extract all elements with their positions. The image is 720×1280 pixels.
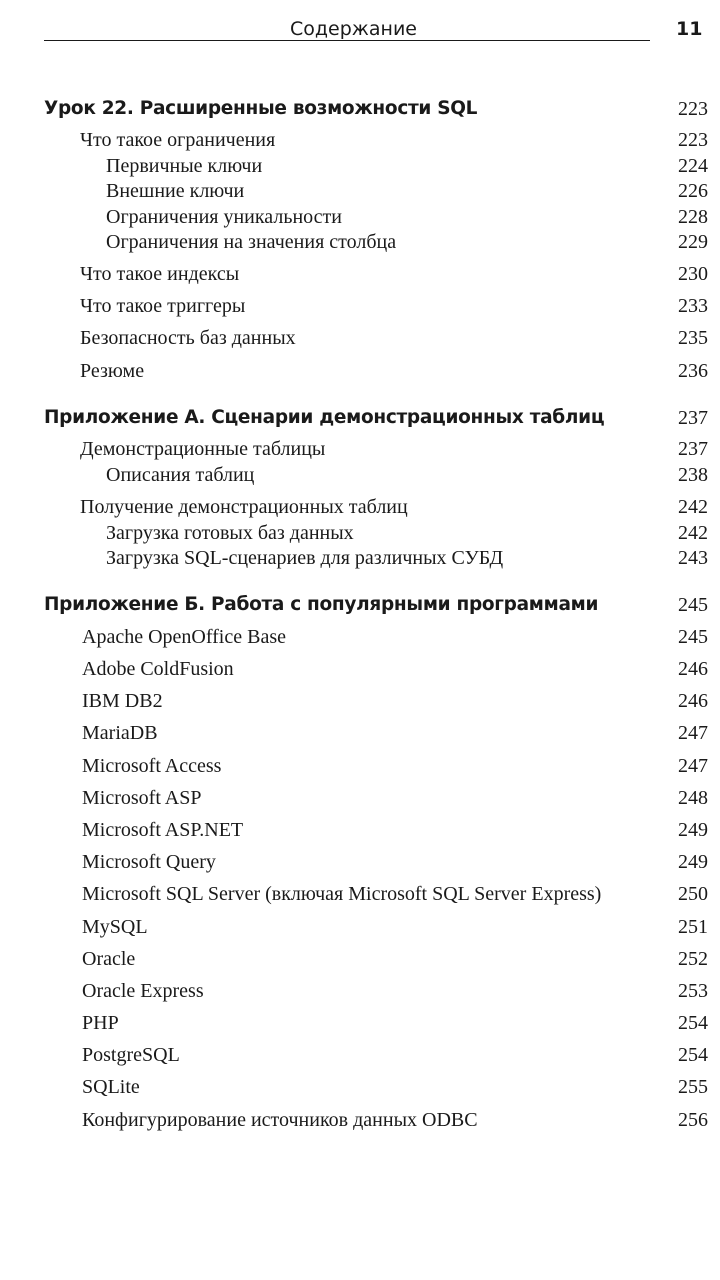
toc-entry-page: 242 — [678, 496, 708, 518]
toc-section-entry — [0, 719, 720, 747]
toc-subsection-entry — [0, 152, 720, 180]
toc-section-entry — [0, 687, 720, 715]
toc-section-entry — [0, 880, 720, 908]
toc-section-entry — [0, 357, 720, 385]
toc-entry-title: Демонстрационные таблицы — [80, 438, 326, 460]
toc-entry-page: 242 — [678, 522, 708, 544]
toc-entry-title: Microsoft Query — [82, 851, 216, 873]
toc-subsection-entry — [0, 544, 720, 572]
toc-entry-page: 243 — [678, 547, 708, 569]
toc-entry-page: 237 — [678, 438, 708, 460]
toc-entry-title: Резюме — [80, 360, 145, 382]
toc-entry-title: MySQL — [82, 916, 148, 938]
toc-section-entry — [0, 784, 720, 812]
toc-entry-title: Загрузка SQL-сценариев для различных СУБД — [106, 547, 504, 569]
toc-entry-title: Внешние ключи — [106, 180, 245, 202]
toc-subsection-entry — [0, 203, 720, 231]
toc-entry-page: 254 — [678, 1012, 708, 1034]
toc-section-entry — [0, 1073, 720, 1101]
toc-entry-title: Ограничения уникальности — [106, 206, 342, 228]
toc-entry-title: IBM DB2 — [82, 690, 163, 712]
toc-entry-page: 223 — [678, 129, 708, 151]
toc-entry-page: 255 — [678, 1076, 708, 1098]
toc-section-entry — [0, 435, 720, 463]
toc-section-entry — [0, 324, 720, 352]
toc-entry-title: Что такое ограничения — [80, 129, 276, 151]
toc-entry-title: Oracle — [82, 948, 136, 970]
toc-entry-title: Adobe ColdFusion — [82, 658, 234, 680]
toc-entry-page: 230 — [678, 263, 708, 285]
toc-entry-page: 254 — [678, 1044, 708, 1066]
toc-entry-page: 235 — [678, 327, 708, 349]
toc-section-entry — [0, 1041, 720, 1069]
toc-entry-page: 245 — [678, 626, 708, 648]
toc-entry-page: 249 — [678, 819, 708, 841]
running-header-title: Содержание — [290, 18, 417, 40]
toc-chapter-entry — [0, 591, 720, 619]
toc-section-entry — [0, 292, 720, 320]
toc-section-entry — [0, 126, 720, 154]
toc-entry-title: Приложение А. Сценарии демонстрационных таблиц — [44, 407, 605, 428]
toc-subsection-entry — [0, 228, 720, 256]
toc-entry-page: 253 — [678, 980, 708, 1002]
toc-entry-page: 245 — [678, 594, 708, 616]
toc-entry-page: 256 — [678, 1109, 708, 1131]
toc-entry-page: 223 — [678, 98, 708, 120]
toc-entry-page: 229 — [678, 231, 708, 253]
toc-entry-title: Загрузка готовых баз данных — [106, 522, 354, 544]
toc-entry-page: 247 — [678, 755, 708, 777]
toc-entry-page: 251 — [678, 916, 708, 938]
toc-entry-title: Получение демонстрационных таблиц — [80, 496, 408, 518]
toc-entry-title: Приложение Б. Работа с популярными программами — [44, 594, 599, 615]
toc-entry-page: 228 — [678, 206, 708, 228]
toc-entry-page: 246 — [678, 658, 708, 680]
toc-section-entry — [0, 913, 720, 941]
toc-entry-title: Первичные ключи — [106, 155, 263, 177]
toc-entry-page: 248 — [678, 787, 708, 809]
toc-section-entry — [0, 260, 720, 288]
toc-entry-title: Урок 22. Расширенные возможности SQL — [44, 98, 478, 119]
toc-section-entry — [0, 752, 720, 780]
toc-chapter-entry — [0, 404, 720, 432]
toc-entry-title: SQLite — [82, 1076, 140, 1098]
toc-entry-title: Безопасность баз данных — [80, 327, 296, 349]
page-number: 11 — [676, 18, 703, 40]
toc-entry-title: MariaDB — [82, 722, 158, 744]
toc-entry-title: Microsoft ASP — [82, 787, 202, 809]
toc-entry-title: Microsoft SQL Server (включая Microsoft SQL Server Express) — [82, 883, 602, 905]
toc-entry-page: 226 — [678, 180, 708, 202]
toc-entry-page: 249 — [678, 851, 708, 873]
toc-subsection-entry — [0, 519, 720, 547]
toc-subsection-entry — [0, 177, 720, 205]
toc-section-entry — [0, 493, 720, 521]
toc-entry-page: 224 — [678, 155, 708, 177]
toc-section-entry — [0, 945, 720, 973]
toc-chapter-entry — [0, 95, 720, 123]
toc-entry-title: PHP — [82, 1012, 119, 1034]
toc-entry-title: Microsoft ASP.NET — [82, 819, 244, 841]
toc-entry-page: 247 — [678, 722, 708, 744]
toc-entry-title: Ограничения на значения столбца — [106, 231, 397, 253]
toc-section-entry — [0, 623, 720, 651]
toc-entry-title: Описания таблиц — [106, 464, 255, 486]
toc-entry-page: 238 — [678, 464, 708, 486]
toc-section-entry — [0, 977, 720, 1005]
toc-section-entry — [0, 848, 720, 876]
toc-section-entry — [0, 816, 720, 844]
toc-section-entry — [0, 1009, 720, 1037]
toc-entry-page: 252 — [678, 948, 708, 970]
toc-entry-title: Microsoft Access — [82, 755, 222, 777]
toc-section-entry — [0, 1106, 720, 1134]
toc-entry-page: 236 — [678, 360, 708, 382]
toc-entry-page: 237 — [678, 407, 708, 429]
toc-entry-title: Что такое индексы — [80, 263, 240, 285]
toc-entry-page: 246 — [678, 690, 708, 712]
toc-entry-page: 233 — [678, 295, 708, 317]
toc-entry-page: 250 — [678, 883, 708, 905]
toc-entry-title: Apache OpenOffice Base — [82, 626, 286, 648]
toc-entry-title: Что такое триггеры — [80, 295, 246, 317]
toc-entry-title: Oracle Express — [82, 980, 204, 1002]
toc-subsection-entry — [0, 461, 720, 489]
toc-entry-title: PostgreSQL — [82, 1044, 180, 1066]
toc-entry-title: Конфигурирование источников данных ODBC — [82, 1109, 478, 1131]
toc-section-entry — [0, 655, 720, 683]
